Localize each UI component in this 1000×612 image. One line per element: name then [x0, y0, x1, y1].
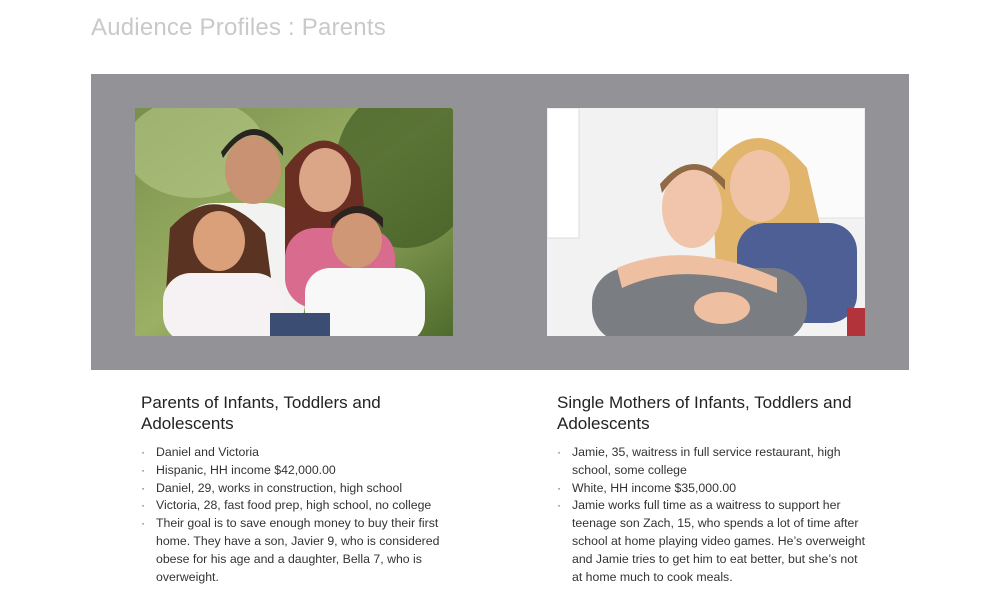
list-item: · Their goal is to save enough money to buy their first home. They have a son, Javier 9, who is considered obese for his age and a daughter, Bella 7, who is overweight.	[141, 515, 461, 586]
profile-bullet-list	[141, 444, 461, 586]
list-item: · Daniel, 29, works in construction, high school	[141, 480, 461, 498]
list-item: · Jamie works full time as a waitress to support her teenage son Zach, 15, who spends a lot of time after school at home playing video games. He’s overweight and Jamie tries to get him to eat better, but she’s not at home much to cook meals.	[557, 497, 867, 586]
profile-bullet-list	[557, 444, 867, 586]
profile-parents	[141, 392, 461, 586]
list-item: · Victoria, 28, fast food prep, high school, no college	[141, 497, 461, 515]
list-item: · Daniel and Victoria	[141, 444, 461, 462]
photo-band	[91, 74, 909, 370]
list-item: · Jamie, 35, waitress in full service restaurant, high school, some college	[557, 444, 867, 480]
page-title: Audience Profiles : Parents	[91, 14, 386, 41]
profile-heading: Single Mothers of Infants, Toddlers and Adolescents	[557, 393, 852, 433]
list-item: · Hispanic, HH income $42,000.00	[141, 462, 461, 480]
family-photo	[135, 108, 453, 336]
profile-heading: Parents of Infants, Toddlers and Adolescents	[141, 393, 381, 433]
profile-single-mothers	[557, 392, 867, 586]
mother-son-photo	[547, 108, 865, 336]
list-item: · White, HH income $35,000.00	[557, 480, 867, 498]
